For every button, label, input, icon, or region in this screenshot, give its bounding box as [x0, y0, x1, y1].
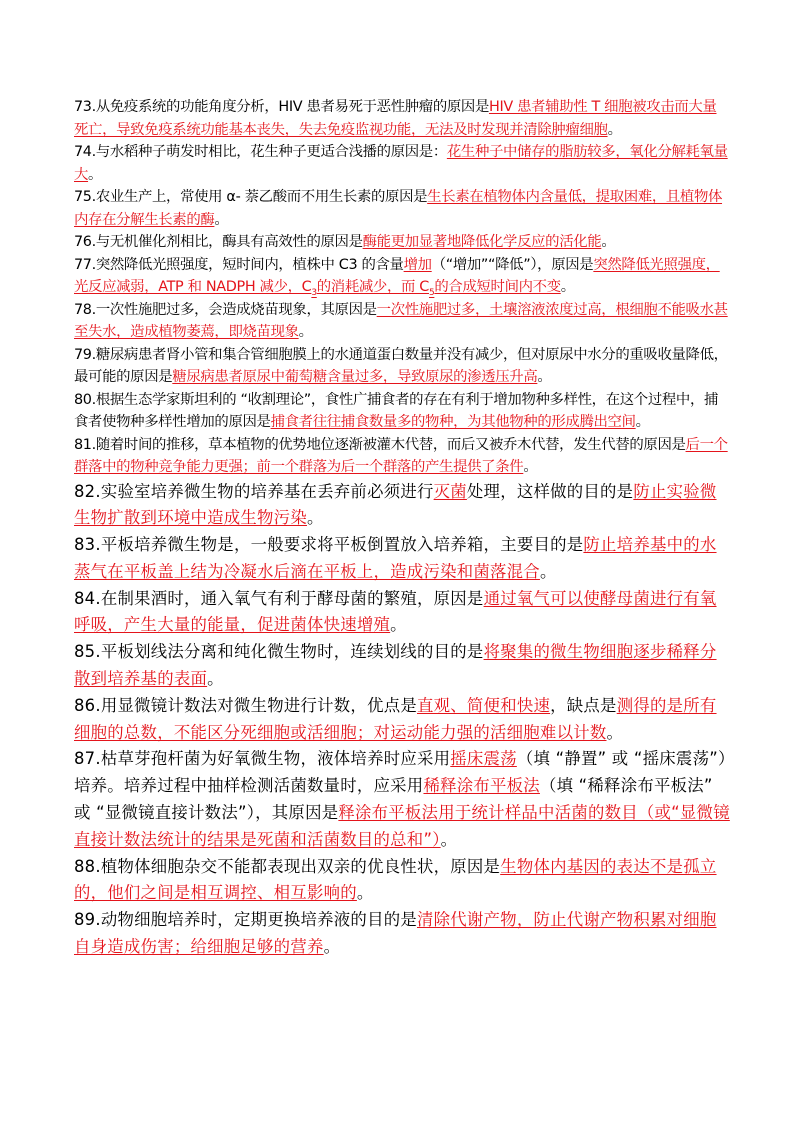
answer-text: 通过氧气可以使酵母菌进行有氧呼吸，产生大量的能量，促进菌体快速增殖 [74, 588, 717, 635]
answer-text: 清除代谢产物，防止代谢产物积累对细胞自身造成伤害；给细胞足够的营养 [74, 910, 717, 957]
question-item [74, 854, 730, 908]
answer-text: 直观、简便和快速 [417, 695, 551, 715]
question-item [74, 693, 730, 747]
question-text: 75.农业生产上，常使用 α- 萘乙酸而不用生长素的原因是 [74, 189, 428, 205]
question-text: 。 [390, 615, 407, 635]
question-item [74, 746, 730, 853]
question-text: 86.用显微镜计数法对微生物进行计数，优点是 [74, 695, 417, 715]
question-item [74, 639, 730, 693]
question-text: 。 [537, 369, 552, 385]
question-text: 79.糖尿病患者肾小管和集合管细胞膜上的水通道蛋白数量并没有减少，但对原尿中水分的重吸收量降低，最可能的原因是 [74, 346, 728, 385]
question-text: 82.实验室培养微生物的培养基在丢弃前必须进行 [74, 481, 434, 501]
question-text: 85.平板划线法分离和纯化微生物时，连续划线的目的是 [74, 642, 484, 662]
answer-text: 防止培养基中的水蒸气在平板盖上结为冷凝水后滴在平板上，造成污染和菌落混合 [74, 535, 717, 581]
question-item [74, 254, 730, 299]
question-item [74, 479, 730, 533]
question-text: 。 [606, 722, 624, 742]
question-text: （“增加”“降低”），原因是 [431, 256, 594, 273]
question-text: 78.一次性施肥过多，会造成烧苗现象，其原因是 [74, 301, 377, 318]
question-text: 84.在制果酒时，通入氧气有利于酵母菌的繁殖，原因是 [74, 588, 484, 608]
question-item [74, 532, 730, 586]
answer-text: 灭菌 [433, 481, 467, 501]
question-text: 80.根据生态学家斯坦利的 “收割理论”，食性广捕食者的存在有利于增加物种多样性，在这个过程中，捕食者使物种多样性增加的原因是 [74, 391, 719, 430]
question-text: 88.植物体细胞杂交不能都表现出双亲的优良性状，原因是 [74, 856, 501, 876]
answer-text: 花生种子中储存的脂肪较多，氧化分解耗氧量大 [74, 144, 728, 183]
question-text: 76.与无机催化剂相比，酶具有高效性的原因是 [74, 234, 363, 250]
question-text: （填 “稀释涂布平板法” 或 “显微镜直接计数法”），其原因是 [74, 776, 713, 823]
question-text: 。 [635, 414, 650, 430]
question-text: 。 [214, 211, 229, 228]
question-item [74, 907, 730, 961]
answer-text: 5 [428, 287, 435, 298]
question-text: 81.随着时间的推移，草本植物的优势地位逐渐被灌木代替，而后又被乔木代替，发生代替的原因是 [74, 436, 686, 453]
answer-text: 的消耗减少，而 C [316, 279, 429, 295]
question-text: 74.与水稻种子萌发时相比，花生种子更适合浅播的原因是： [74, 144, 447, 160]
question-item [74, 186, 730, 231]
answer-text: 捕食者往往捕食数量多的物种，为其他物种的形成腾出空间 [270, 414, 636, 430]
answer-text: 释涂布平板法用于统计样品中活菌的数目（或“显微镜直接计数法统计的结果是死菌和活菌数目的总和”） [74, 803, 730, 849]
question-text: ，缺点是 [550, 695, 617, 715]
question-text: 。 [607, 121, 622, 138]
answer-text: 将聚集的微生物细胞逐步稀释分散到培养基的表面 [74, 642, 717, 689]
question-item [74, 586, 730, 640]
answer-text: 摇床震荡 [450, 749, 517, 769]
question-item [74, 96, 730, 141]
question-text: 。 [440, 829, 458, 849]
question-item [74, 141, 730, 186]
question-text: 。 [323, 937, 341, 957]
answer-text: 后一个群落中的物种竞争能力更强；前一个群落为后一个群落的产生提供了条件 [74, 436, 728, 475]
question-text: 。 [539, 561, 557, 581]
question-text: （填 “静置” 或 “摇床震荡”）培养。培养过程中抽样检测活菌数量时，应采用 [74, 749, 727, 796]
question-text: 89.动物细胞培养时，定期更换培养液的目的是 [74, 910, 417, 930]
question-text: 87.枯草芽孢杆菌为好氧微生物，液体培养时应采用 [74, 749, 451, 769]
question-item [74, 389, 730, 434]
question-item [74, 299, 730, 344]
question-item [74, 344, 730, 389]
question-text: 。 [298, 324, 313, 340]
answer-text: 酶能更加显著地降低化学反应的活化能 [362, 234, 602, 250]
answer-text: 一次性施肥过多，土壤溶液浓度过高，根细胞不能吸水甚至失水，造成植物萎蔫，即烧苗现象 [74, 301, 728, 340]
answer-text: 稀释涂布平板法 [423, 776, 540, 796]
answer-text: 生长素在植物体内含量低，提取困难，且植物体内存在分解生长素的酶 [74, 189, 723, 228]
answer-text: 糖尿病患者原尿中葡萄糖含量过多，导致原尿的渗透压升高 [172, 369, 538, 385]
question-text: 77.突然降低光照强度，短时间内，植株中 C3 的含量 [74, 256, 404, 273]
question-item [74, 434, 730, 479]
question-text: 。 [560, 279, 575, 295]
answer-text: 生物体内基因的表达不是孤立的，他们之间是相互调控、相互影响的 [74, 856, 717, 903]
question-text: 处理，这样做的目的是 [466, 481, 634, 501]
question-text: 。 [207, 669, 224, 689]
answer-text: 的合成短时间内不变 [434, 279, 561, 295]
question-text: 。 [356, 883, 374, 903]
question-text: 。 [523, 459, 538, 475]
answer-text: 防止实验微生物扩散到环境中造成生物污染 [74, 481, 717, 528]
answer-text: 3 [311, 287, 317, 298]
question-text: 83.平板培养微生物是，一般要求将平板倒置放入培养箱，主要目的是 [74, 535, 584, 555]
answer-text: HIV 患者辅助性 T 细胞被攻击而大量死亡，导致免疫系统功能基本丧失，失去免疫监视功能，无法及时发现并清除肿瘤细胞 [74, 99, 717, 138]
answer-text: 测得的是所有细胞的总数，不能区分死细胞或活细胞；对运动能力强的活细胞难以计数 [74, 695, 717, 742]
question-item [74, 231, 730, 254]
answer-text: 突然降低光照强度，光反应减弱，ATP 和 NADPH 减少，C [74, 256, 720, 295]
question-text: 。 [601, 234, 616, 250]
question-text: 。 [88, 166, 103, 183]
answer-text: 增加 [403, 256, 432, 273]
document-page [74, 96, 730, 961]
question-text: 73.从免疫系统的功能角度分析，HIV 患者易死于恶性肿瘤的原因是 [74, 99, 489, 115]
question-text: 。 [306, 508, 324, 528]
